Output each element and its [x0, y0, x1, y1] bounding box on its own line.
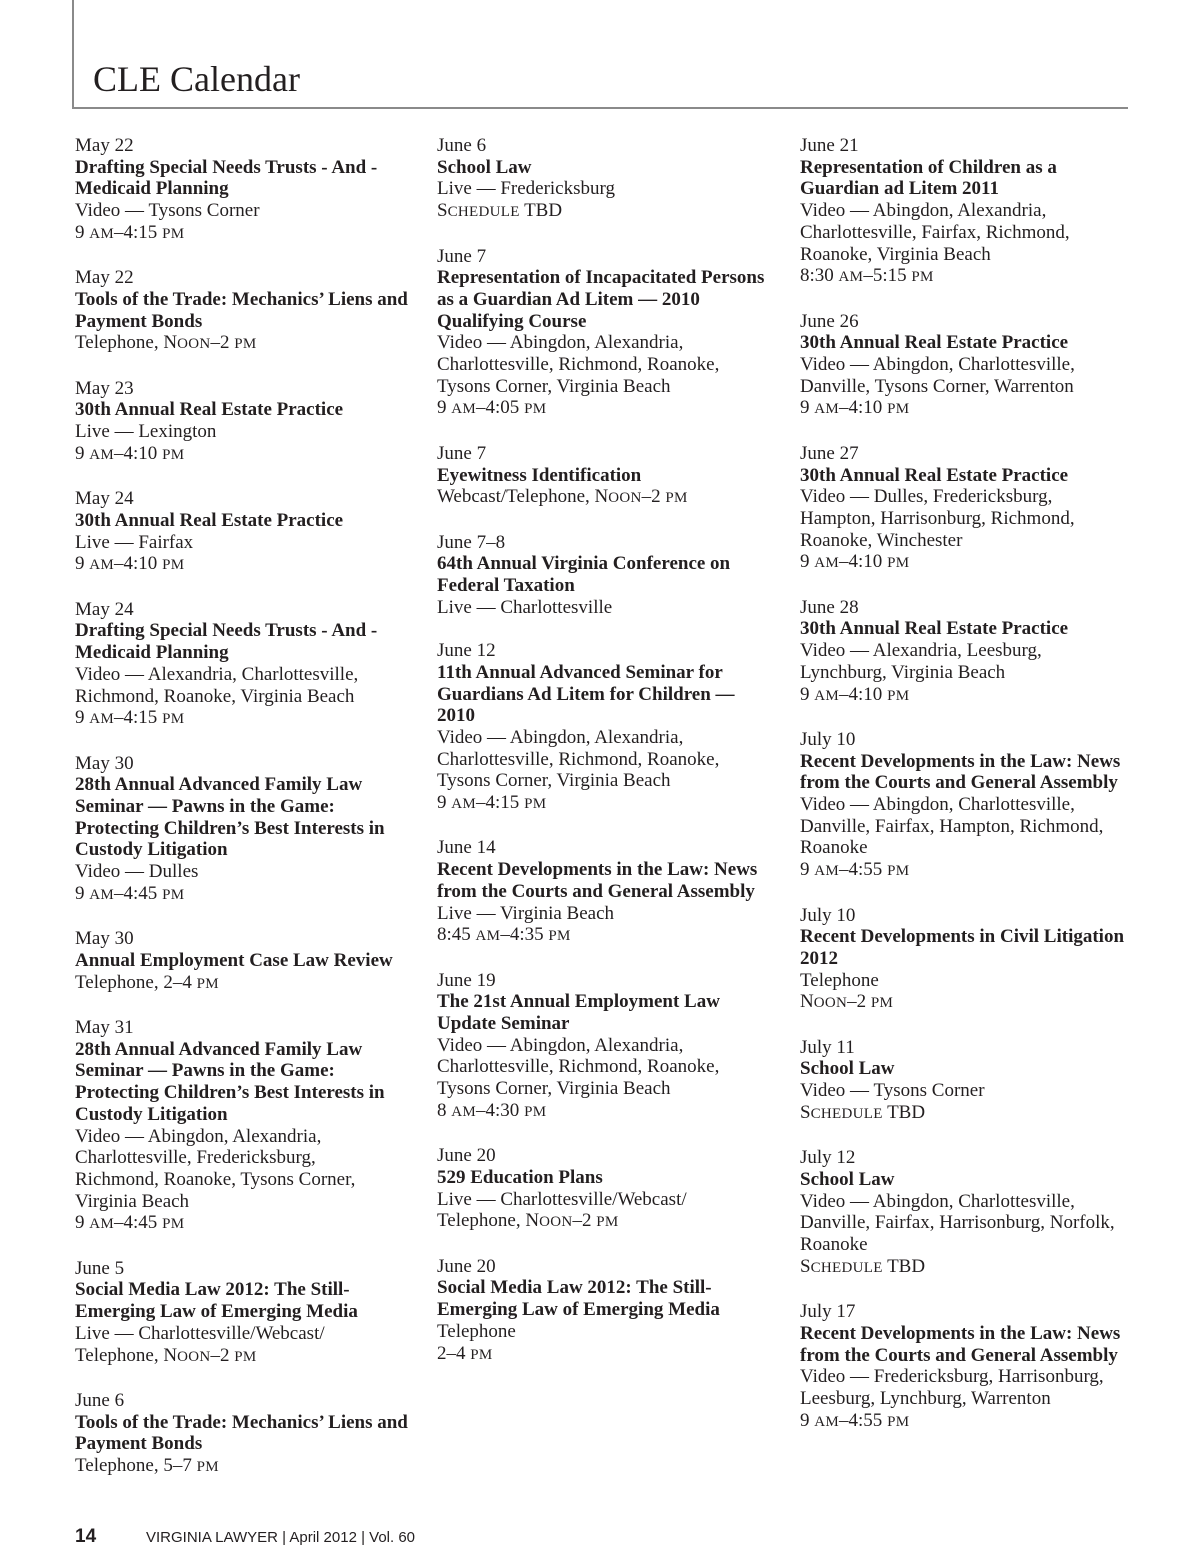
event-time-part: –4:05: [476, 397, 525, 419]
event-date: May 31: [75, 1017, 134, 1039]
event-time-line: [800, 397, 1145, 421]
event-time-part: S: [437, 200, 448, 222]
event-location-line: Tysons Corner, Virginia Beach: [437, 770, 671, 792]
event-location-line: Video — Alexandria, Charlottesville,: [75, 663, 359, 685]
event-title-line: Medicaid Planning: [75, 178, 229, 200]
event-title-line: Seminar — Pawns in the Game:: [75, 1060, 335, 1082]
calendar-event: [800, 905, 1145, 1016]
event-location-line: Video — Abingdon, Charlottesville,: [800, 1190, 1075, 1212]
event-date: June 14: [437, 837, 496, 859]
event-date: May 22: [75, 135, 134, 156]
calendar-event: [800, 597, 1145, 708]
event-title-line: from the Courts and General Assembly: [437, 880, 755, 902]
event-time-part: –4:10: [114, 553, 163, 575]
event-title-line: Social Media Law 2012: The Still-: [75, 1279, 350, 1301]
publication-line: VIRGINIA LAWYER | April 2012 | Vol. 60: [146, 1529, 416, 1546]
event-time-part: PM: [870, 995, 894, 1012]
event-title-line: 30th Annual Real Estate Practice: [75, 399, 344, 421]
event-time-part: N: [800, 991, 814, 1013]
event-location-line: Tysons Corner, Virginia Beach: [437, 1078, 671, 1100]
event-location-line: Video — Abingdon, Alexandria,: [437, 332, 684, 354]
event-time-part: –4:15: [114, 221, 163, 243]
event-date: June 7: [437, 245, 487, 267]
event-time-part: AM: [89, 1216, 115, 1233]
event-date: May 24: [75, 488, 134, 510]
event-time-part: OON: [813, 995, 848, 1012]
event-location-line: Hampton, Harrisonburg, Richmond,: [800, 507, 1075, 529]
event-location-line: Richmond, Roanoke, Virginia Beach: [75, 685, 355, 707]
event-date: July 11: [800, 1036, 855, 1058]
event-time-part: Telephone, 2–4: [75, 971, 197, 993]
event-time-part: 9: [800, 859, 815, 881]
calendar-event: [437, 1145, 782, 1234]
event-title-line: The 21st Annual Employment Law: [437, 991, 720, 1013]
event-time-part: –4:30: [476, 1099, 525, 1121]
event-location-line: Roanoke: [800, 837, 868, 859]
calendar-event: [800, 1037, 1145, 1126]
event-time-part: PM: [887, 1413, 910, 1430]
event-time-part: PM: [524, 1103, 547, 1120]
event-date: May 24: [75, 598, 134, 620]
event-time-part: 2–4: [437, 1342, 471, 1364]
event-time-line: [800, 1410, 1145, 1434]
event-date: June 12: [437, 640, 496, 662]
calendar-event: [437, 135, 782, 224]
event-time-part: PM: [162, 225, 185, 242]
event-time-part: CHEDULE: [447, 204, 520, 221]
event-time-part: 9: [75, 1212, 90, 1234]
event-time-part: 9: [75, 707, 90, 729]
calendar-event: [800, 1301, 1145, 1433]
event-title-line: 28th Annual Advanced Family Law: [75, 774, 363, 796]
event-title-line: Drafting Special Needs Trusts - And -: [75, 620, 378, 642]
event-location-line: Video — Fredericksburg, Harrisonburg,: [800, 1366, 1104, 1388]
calendar-event: [800, 443, 1145, 575]
event-time-part: 9: [437, 397, 452, 419]
event-location-line: Video — Abingdon, Alexandria,: [75, 1125, 322, 1147]
calendar-event: [800, 135, 1145, 289]
event-time-part: PM: [162, 886, 185, 903]
event-location-line: Live — Charlottesville: [437, 596, 613, 618]
event-location-line: Roanoke, Winchester: [800, 529, 963, 551]
event-location-line: Live — Lexington: [75, 421, 217, 443]
event-title-line: Update Seminar: [437, 1013, 570, 1035]
event-location-line: Live — Fredericksburg: [437, 178, 615, 200]
event-time-line: [75, 1455, 420, 1479]
event-time-part: AM: [451, 796, 477, 813]
event-time-part: AM: [814, 401, 840, 418]
event-title-line: Annual Employment Case Law Review: [75, 949, 393, 971]
event-title-line: Payment Bonds: [75, 1433, 203, 1455]
event-time-part: PM: [596, 1214, 619, 1231]
event-time-part: –4:35: [500, 924, 549, 946]
calendar-event: [437, 970, 782, 1124]
event-title-line: 529 Education Plans: [437, 1166, 603, 1188]
calendar-column-3: [800, 135, 1145, 1455]
event-time-part: PM: [470, 1346, 493, 1363]
event-date: July 10: [800, 904, 856, 926]
event-time-line: [437, 397, 782, 421]
event-time-part: PM: [162, 557, 185, 574]
event-time-part: AM: [475, 928, 501, 945]
event-time-line: [437, 1210, 782, 1234]
event-location-line: Video — Dulles, Fredericksburg,: [800, 486, 1053, 508]
event-location-line: Charlottesville, Richmond, Roanoke,: [437, 354, 720, 376]
event-time-part: Telephone, 5–7: [75, 1455, 197, 1477]
calendar-event: [75, 1017, 420, 1236]
event-time-part: OON: [177, 336, 211, 353]
calendar-event: [75, 1258, 420, 1369]
event-time-part: 9: [437, 792, 452, 814]
event-time-line: [75, 883, 420, 907]
calendar-event: [75, 267, 420, 356]
event-time-part: –4:45: [114, 1212, 163, 1234]
calendar-event: [437, 443, 782, 510]
event-title-line: Drafting Special Needs Trusts - And -: [75, 156, 378, 178]
event-time-part: 9: [75, 882, 90, 904]
event-time-line: [75, 443, 420, 467]
event-date: July 17: [800, 1301, 856, 1323]
event-time-line: [437, 1343, 782, 1367]
event-location-line: Charlottesville, Richmond, Roanoke,: [437, 1056, 720, 1078]
event-title-line: Recent Developments in the Law: News: [800, 1322, 1121, 1344]
event-time-part: AM: [814, 687, 840, 704]
event-title-line: Representation of Children as a: [800, 156, 1057, 178]
event-date: June 5: [75, 1257, 125, 1279]
event-title-line: from the Courts and General Assembly: [800, 772, 1118, 794]
page-footer: [75, 1526, 416, 1548]
event-location-line: Video — Abingdon, Charlottesville,: [800, 354, 1075, 376]
event-location-line: Video — Abingdon, Charlottesville,: [800, 794, 1075, 816]
event-location-line: Richmond, Roanoke, Tysons Corner,: [75, 1168, 356, 1190]
event-date: May 30: [75, 928, 134, 950]
event-title-line: 30th Annual Real Estate Practice: [75, 509, 344, 531]
event-time-part: 9: [75, 442, 90, 464]
event-date: June 21: [800, 135, 859, 156]
event-title-line: School Law: [800, 1168, 895, 1190]
event-title-line: Recent Developments in Civil Litigation: [800, 926, 1125, 948]
event-title-line: Medicaid Planning: [75, 642, 229, 664]
event-date: June 19: [437, 969, 496, 991]
event-location-line: Lynchburg, Virginia Beach: [800, 661, 1006, 683]
event-time-part: –2: [210, 332, 235, 354]
event-date: June 6: [437, 135, 487, 156]
event-time-line: [800, 684, 1145, 708]
event-time-line: [75, 222, 420, 246]
event-title-line: Tools of the Trade: Mechanics’ Liens and: [75, 1411, 408, 1433]
event-time-part: TBD: [882, 1101, 926, 1123]
event-title-line: Representation of Incapacitated Persons: [437, 267, 765, 289]
calendar-event: [75, 135, 420, 246]
event-date: June 20: [437, 1255, 496, 1277]
event-time-part: OON: [177, 1348, 211, 1365]
calendar-event: [800, 1147, 1145, 1279]
event-date: June 28: [800, 596, 859, 618]
event-title-line: 30th Annual Real Estate Practice: [800, 332, 1069, 354]
event-location-line: Charlottesville, Fredericksburg,: [75, 1147, 316, 1169]
event-time-part: AM: [451, 401, 477, 418]
event-time-part: PM: [887, 863, 910, 880]
event-time-line: [437, 924, 782, 948]
event-time-line: [75, 707, 420, 731]
event-time-part: CHEDULE: [810, 1105, 883, 1122]
event-title-line: as a Guardian Ad Litem — 2010: [437, 288, 700, 310]
calendar-event: [437, 532, 782, 619]
event-time-part: PM: [911, 269, 934, 286]
calendar-column-1: [75, 135, 420, 1500]
event-time-part: –4:10: [839, 551, 888, 573]
event-location-line: Video — Dulles: [75, 861, 199, 883]
event-time-part: AM: [814, 863, 840, 880]
event-location-line: Roanoke: [800, 1234, 868, 1256]
event-location-line: Roanoke, Virginia Beach: [800, 243, 991, 265]
event-title-line: 28th Annual Advanced Family Law: [75, 1038, 363, 1060]
event-location-line: Danville, Fairfax, Hampton, Richmond,: [800, 815, 1104, 837]
event-title-line: Payment Bonds: [75, 310, 203, 332]
event-location-line: Danville, Tysons Corner, Warrenton: [800, 375, 1074, 397]
event-time-part: 9: [800, 551, 815, 573]
event-title-line: Protecting Children’s Best Interests in: [75, 817, 385, 839]
event-date: May 30: [75, 752, 134, 774]
event-time-part: PM: [524, 796, 547, 813]
calendar-event: [437, 837, 782, 948]
calendar-event: [75, 378, 420, 467]
header-divider: [72, 107, 1128, 109]
event-time-part: AM: [89, 557, 115, 574]
event-title-line: Tools of the Trade: Mechanics’ Liens and: [75, 288, 408, 310]
event-time-part: Webcast/Telephone, N: [437, 486, 609, 508]
event-location-line: Charlottesville, Richmond, Roanoke,: [437, 748, 720, 770]
event-time-part: CHEDULE: [810, 1259, 883, 1276]
event-time-part: S: [800, 1101, 811, 1123]
event-time-part: Telephone, N: [437, 1210, 540, 1232]
event-time-line: [437, 486, 782, 510]
event-time-part: AM: [814, 1413, 840, 1430]
event-time-part: AM: [838, 269, 864, 286]
event-time-line: [437, 1100, 782, 1124]
event-time-part: –4:55: [839, 1409, 888, 1431]
event-time-part: –2: [641, 486, 666, 508]
event-location-line: Live — Charlottesville/Webcast/: [437, 1188, 687, 1210]
calendar-event: [75, 1390, 420, 1479]
event-time-part: TBD: [882, 1255, 926, 1277]
calendar-event: [75, 753, 420, 907]
event-title-line: 30th Annual Real Estate Practice: [800, 464, 1069, 486]
event-time-part: S: [800, 1255, 811, 1277]
event-location-line: Danville, Fairfax, Harrisonburg, Norfolk,: [800, 1212, 1115, 1234]
event-date: June 27: [800, 442, 859, 464]
event-location-line: Live — Charlottesville/Webcast/: [75, 1322, 325, 1344]
event-time-line: [800, 859, 1145, 883]
event-time-part: PM: [162, 711, 185, 728]
event-date: June 6: [75, 1389, 125, 1411]
event-time-part: AM: [451, 1103, 477, 1120]
event-location-line: Leesburg, Lynchburg, Warrenton: [800, 1387, 1051, 1409]
event-date: June 7–8: [437, 531, 506, 553]
event-time-line: [437, 792, 782, 816]
event-time-part: OON: [539, 1214, 573, 1231]
event-time-part: AM: [89, 446, 115, 463]
event-location-line: Live — Virginia Beach: [437, 902, 615, 924]
event-time-part: PM: [665, 490, 688, 507]
event-title-line: Federal Taxation: [437, 575, 575, 597]
event-time-part: –2: [210, 1344, 235, 1366]
calendar-column-2: [437, 135, 782, 1388]
event-time-part: 9: [800, 1409, 815, 1431]
event-time-part: 8: [437, 1099, 452, 1121]
event-title-line: School Law: [800, 1058, 895, 1080]
event-time-part: PM: [196, 975, 219, 992]
event-title-line: Eyewitness Identification: [437, 464, 642, 486]
event-location-line: Video — Abingdon, Alexandria,: [437, 1034, 684, 1056]
event-title-line: Protecting Children’s Best Interests in: [75, 1082, 385, 1104]
event-time-part: Telephone, N: [75, 332, 178, 354]
event-time-part: –4:10: [114, 442, 163, 464]
event-location-line: Virginia Beach: [75, 1190, 190, 1212]
event-time-line: [800, 551, 1145, 575]
event-time-part: OON: [608, 490, 642, 507]
event-time-part: –2: [847, 991, 871, 1013]
event-time-part: 9: [75, 221, 90, 243]
event-time-part: PM: [887, 401, 910, 418]
event-location-line: Telephone: [800, 969, 879, 991]
event-location-line: Charlottesville, Fairfax, Richmond,: [800, 221, 1070, 243]
event-time-part: 8:30: [800, 265, 839, 287]
event-title-line: Recent Developments in the Law: News: [800, 750, 1121, 772]
calendar-event: [437, 640, 782, 816]
event-title-line: Emerging Law of Emerging Media: [75, 1301, 358, 1323]
event-time-part: –2: [572, 1210, 597, 1232]
event-time-part: –4:45: [114, 882, 163, 904]
event-time-part: PM: [887, 555, 910, 572]
calendar-event: [800, 729, 1145, 883]
event-title-line: Qualifying Course: [437, 310, 587, 332]
event-time-part: –4:15: [476, 792, 525, 814]
event-time-line: [437, 200, 782, 224]
event-time-part: PM: [162, 446, 185, 463]
event-time-line: [800, 1102, 1145, 1126]
event-time-part: AM: [89, 711, 115, 728]
event-time-line: [800, 1256, 1145, 1280]
event-title-line: Guardians Ad Litem for Children —: [437, 683, 735, 705]
event-time-part: PM: [162, 1216, 185, 1233]
event-time-part: Telephone, N: [75, 1344, 178, 1366]
event-time-part: 9: [800, 683, 815, 705]
event-time-part: PM: [548, 928, 571, 945]
event-time-part: TBD: [519, 200, 563, 222]
calendar-event: [437, 1256, 782, 1367]
event-time-line: [75, 972, 420, 996]
event-date: June 20: [437, 1145, 496, 1167]
event-time-line: [800, 265, 1145, 289]
event-date: May 22: [75, 267, 134, 289]
event-time-part: AM: [814, 555, 840, 572]
event-location-line: Telephone: [437, 1320, 516, 1342]
event-time-part: PM: [524, 401, 547, 418]
event-title-line: from the Courts and General Assembly: [800, 1344, 1118, 1366]
event-time-part: –4:55: [839, 859, 888, 881]
header-left-rule: [72, 0, 74, 108]
event-time-line: [75, 1345, 420, 1369]
calendar-event: [437, 246, 782, 422]
event-title-line: Recent Developments in the Law: News: [437, 859, 758, 881]
event-time-part: AM: [89, 225, 115, 242]
event-location-line: Video — Tysons Corner: [800, 1080, 985, 1102]
event-title-line: 30th Annual Real Estate Practice: [800, 618, 1069, 640]
calendar-event: [75, 928, 420, 995]
event-title-line: Custody Litigation: [75, 1103, 228, 1125]
event-time-part: –4:15: [114, 707, 163, 729]
event-location-line: Video — Tysons Corner: [75, 200, 260, 222]
event-time-part: PM: [234, 1348, 257, 1365]
event-time-line: [75, 553, 420, 577]
event-date: May 23: [75, 377, 134, 399]
event-time-part: 9: [800, 397, 815, 419]
event-location-line: Tysons Corner, Virginia Beach: [437, 375, 671, 397]
event-time-part: PM: [887, 687, 910, 704]
event-title-line: 2012: [800, 947, 838, 969]
event-title-line: Seminar — Pawns in the Game:: [75, 796, 335, 818]
event-location-line: Video — Abingdon, Alexandria,: [437, 726, 684, 748]
event-title-line: Emerging Law of Emerging Media: [437, 1299, 720, 1321]
event-time-part: –4:10: [839, 397, 888, 419]
event-time-line: [75, 1212, 420, 1236]
event-time-line: [75, 332, 420, 356]
event-date: June 7: [437, 442, 487, 464]
event-date: June 26: [800, 310, 859, 332]
event-time-part: AM: [89, 886, 115, 903]
event-time-line: [800, 991, 1145, 1015]
event-title-line: Social Media Law 2012: The Still-: [437, 1277, 712, 1299]
page-number: 14: [75, 1526, 97, 1547]
calendar-event: [800, 311, 1145, 422]
event-time-part: PM: [196, 1459, 219, 1476]
event-title-line: 11th Annual Advanced Seminar for: [437, 661, 723, 683]
event-location-line: Video — Abingdon, Alexandria,: [800, 200, 1047, 222]
event-title-line: Guardian ad Litem 2011: [800, 178, 999, 200]
event-title-line: 64th Annual Virginia Conference on: [437, 553, 731, 575]
event-time-part: PM: [234, 336, 257, 353]
event-date: July 10: [800, 728, 856, 750]
page-title: CLE Calendar: [93, 59, 300, 99]
event-location-line: Live — Fairfax: [75, 531, 194, 553]
event-title-line: 2010: [437, 705, 475, 727]
event-time-part: 9: [75, 553, 90, 575]
event-title-line: Custody Litigation: [75, 839, 228, 861]
event-time-part: 8:45: [437, 924, 476, 946]
event-time-part: –4:10: [839, 683, 888, 705]
event-location-line: Video — Alexandria, Leesburg,: [800, 640, 1042, 662]
event-title-line: School Law: [437, 156, 532, 178]
event-time-part: –5:15: [863, 265, 912, 287]
calendar-event: [75, 599, 420, 731]
event-date: July 12: [800, 1147, 856, 1169]
calendar-event: [75, 488, 420, 577]
